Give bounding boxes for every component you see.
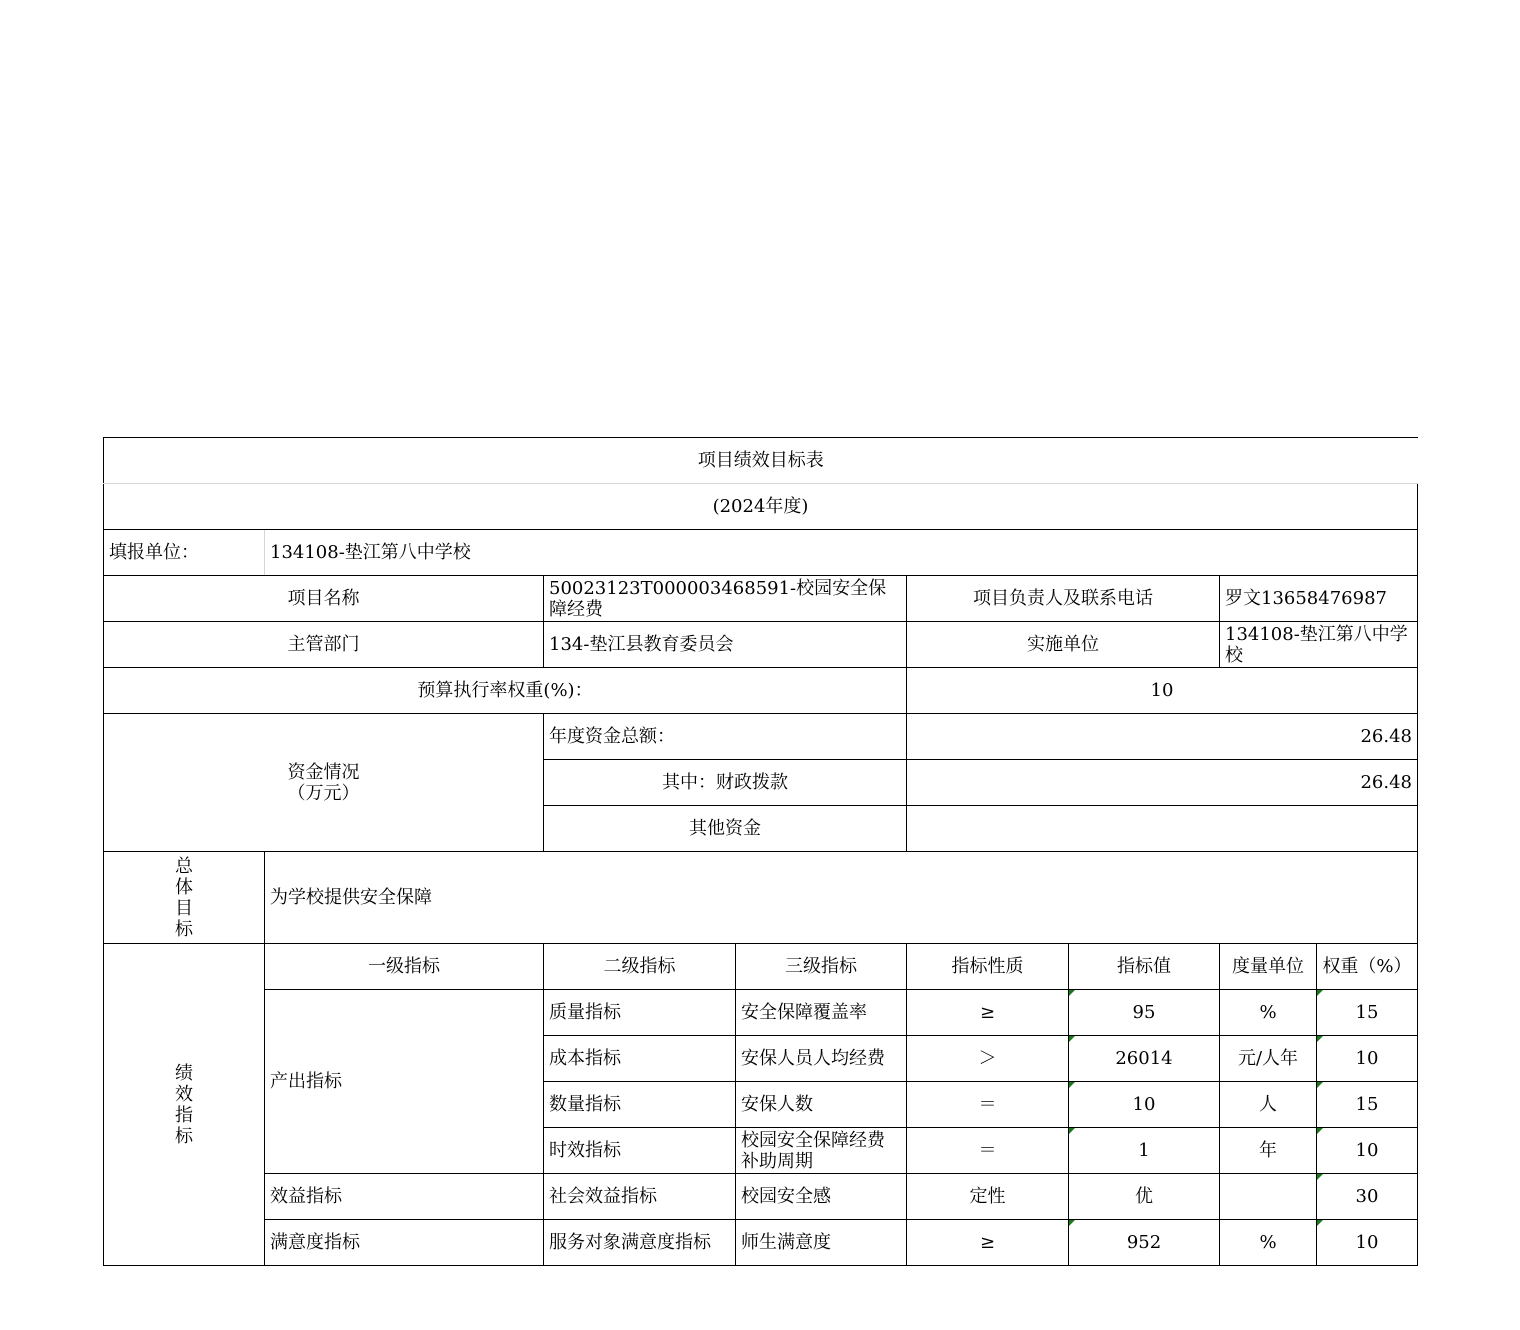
- funds-annual-value: 26.48: [907, 714, 1418, 760]
- weight-cell: 15: [1317, 1082, 1418, 1128]
- table-row: [104, 1174, 1418, 1220]
- level1-output: 产出指标: [265, 990, 544, 1174]
- performance-char: 绩: [175, 1062, 193, 1084]
- page-title: 项目绩效目标表: [104, 438, 1418, 484]
- funds-other-value: [907, 806, 1418, 852]
- implementer-label: 实施单位: [907, 622, 1220, 668]
- nature-cell: ≥: [907, 1220, 1069, 1266]
- budget-weight-label: 预算执行率权重(%)：: [104, 668, 907, 714]
- fill-unit-label: 填报单位：: [104, 530, 265, 576]
- nature-cell: ≥: [907, 990, 1069, 1036]
- value-cell: 95: [1069, 990, 1220, 1036]
- nature-cell: 定性: [907, 1174, 1069, 1220]
- level2-cell: 质量指标: [544, 990, 736, 1036]
- header-level2: 二级指标: [544, 944, 736, 990]
- weight-cell: 30: [1317, 1174, 1418, 1220]
- funds-annual-label: 年度资金总额：: [544, 714, 907, 760]
- overall-goal-char: 目: [175, 897, 193, 919]
- funds-fiscal-value: 26.48: [907, 760, 1418, 806]
- level3-cell: 安保人数: [736, 1082, 907, 1128]
- performance-char: 指: [175, 1104, 193, 1126]
- unit-cell: [1220, 1174, 1317, 1220]
- implementer-value: 134108-垫江第八中学校: [1220, 622, 1418, 668]
- level1-satisfaction: 满意度指标: [265, 1220, 544, 1266]
- table-row: [104, 1220, 1418, 1266]
- project-name-value: 50023123T000003468591-校园安全保障经费: [544, 576, 907, 622]
- overall-goal-char: 体: [175, 876, 193, 898]
- performance-char: 效: [175, 1083, 193, 1105]
- unit-cell: %: [1220, 990, 1317, 1036]
- value-cell: 1: [1069, 1128, 1220, 1174]
- weight-cell: 10: [1317, 1128, 1418, 1174]
- project-contact-label: 项目负责人及联系电话: [907, 576, 1220, 622]
- overall-goal-value: 为学校提供安全保障: [265, 852, 1418, 944]
- nature-cell: ＝: [907, 1082, 1069, 1128]
- level3-cell: 师生满意度: [736, 1220, 907, 1266]
- table-row: [104, 990, 1418, 1036]
- header-value: 指标值: [1069, 944, 1220, 990]
- funds-fiscal-label: 其中：财政拨款: [544, 760, 907, 806]
- header-weight: 权重（%）: [1317, 944, 1418, 990]
- level1-benefit: 效益指标: [265, 1174, 544, 1220]
- funds-label: 资金情况 （万元）: [104, 714, 544, 852]
- value-cell: 优: [1069, 1174, 1220, 1220]
- unit-cell: 元/人年: [1220, 1036, 1317, 1082]
- weight-cell: 10: [1317, 1220, 1418, 1266]
- level2-cell: 成本指标: [544, 1036, 736, 1082]
- level3-cell: 校园安全保障经费补助周期: [736, 1128, 907, 1174]
- unit-cell: 人: [1220, 1082, 1317, 1128]
- performance-label: [104, 944, 265, 1266]
- weight-cell: 10: [1317, 1036, 1418, 1082]
- department-label: 主管部门: [104, 622, 544, 668]
- page-subtitle: (2024年度): [104, 484, 1418, 530]
- overall-goal-char: 标: [175, 918, 193, 940]
- header-unit: 度量单位: [1220, 944, 1317, 990]
- funds-other-label: 其他资金: [544, 806, 907, 852]
- value-cell: 26014: [1069, 1036, 1220, 1082]
- performance-char: 标: [175, 1125, 193, 1147]
- level2-cell: 时效指标: [544, 1128, 736, 1174]
- level2-cell: 数量指标: [544, 1082, 736, 1128]
- project-contact-value: 罗文13658476987: [1220, 576, 1418, 622]
- overall-goal-label: [104, 852, 265, 944]
- unit-cell: 年: [1220, 1128, 1317, 1174]
- project-name-label: 项目名称: [104, 576, 544, 622]
- level3-cell: 校园安全感: [736, 1174, 907, 1220]
- level2-cell: 服务对象满意度指标: [544, 1220, 736, 1266]
- value-cell: 10: [1069, 1082, 1220, 1128]
- header-nature: 指标性质: [907, 944, 1069, 990]
- level3-cell: 安保人员人均经费: [736, 1036, 907, 1082]
- weight-cell: 15: [1317, 990, 1418, 1036]
- overall-goal-char: 总: [175, 855, 193, 877]
- unit-cell: %: [1220, 1220, 1317, 1266]
- fill-unit-value: 134108-垫江第八中学校: [265, 530, 1418, 576]
- header-level3: 三级指标: [736, 944, 907, 990]
- budget-weight-value: 10: [907, 668, 1418, 714]
- header-level1: 一级指标: [265, 944, 544, 990]
- performance-target-table: [103, 437, 1418, 1266]
- department-value: 134-垫江县教育委员会: [544, 622, 907, 668]
- level3-cell: 安全保障覆盖率: [736, 990, 907, 1036]
- nature-cell: ＝: [907, 1128, 1069, 1174]
- value-cell: 952: [1069, 1220, 1220, 1266]
- level2-cell: 社会效益指标: [544, 1174, 736, 1220]
- nature-cell: ＞: [907, 1036, 1069, 1082]
